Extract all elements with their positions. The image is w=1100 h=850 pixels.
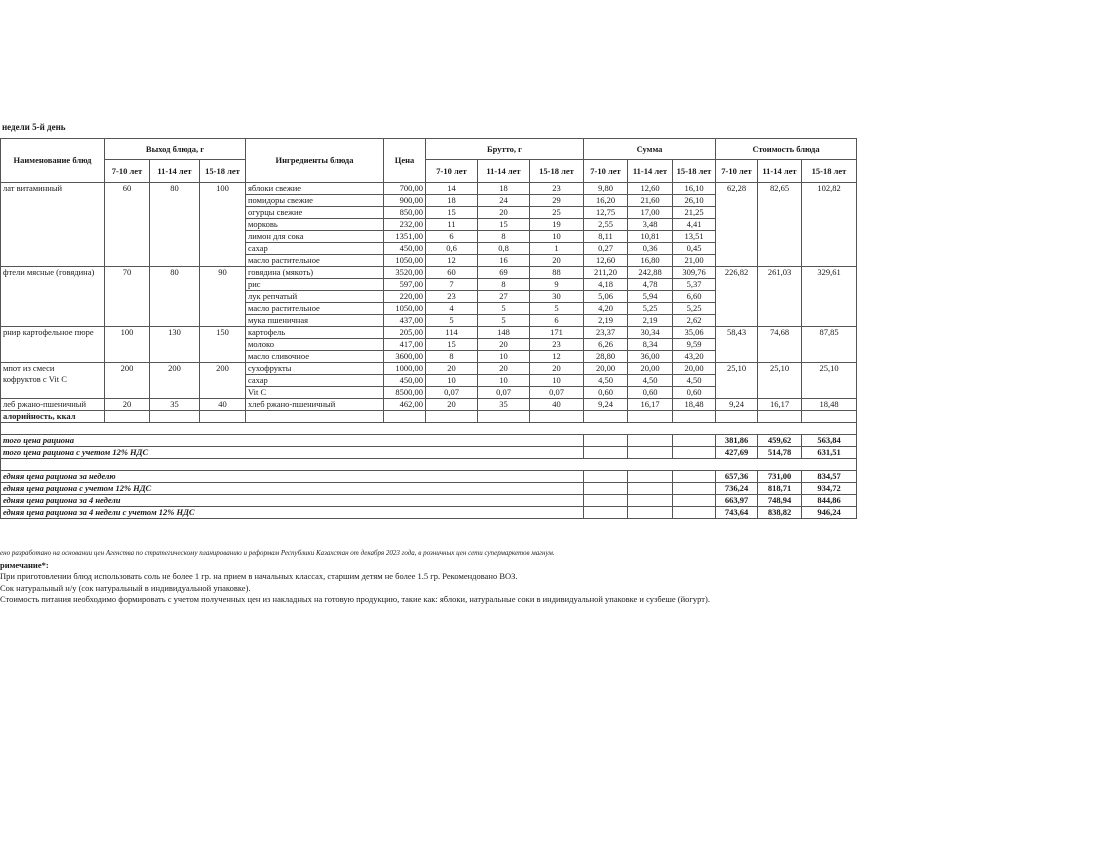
header-row (1, 139, 857, 160)
cell: 15-18 лет (530, 160, 584, 183)
cell: 0,8 (478, 243, 530, 255)
cell: 427,69 (716, 447, 758, 459)
dish-name-line: фтели мясные (говядина) (3, 267, 95, 277)
cell: 0,27 (584, 243, 628, 255)
cell: 834,57 (802, 471, 857, 483)
cell: 5 (530, 303, 584, 315)
cell: 29 (530, 195, 584, 207)
spacer (1, 459, 857, 471)
cell: 130 (150, 327, 200, 363)
cell (628, 495, 673, 507)
cell: говядина (мякоть) (246, 267, 384, 279)
note-heading: римечание*: (0, 559, 49, 570)
cell: 462,00 (384, 399, 426, 411)
summary-label: едняя цена рациона за неделю (1, 471, 584, 483)
cell (584, 495, 628, 507)
calorie-row (1, 411, 857, 423)
cell: Выход блюда, г (105, 139, 246, 160)
cell: 12,75 (584, 207, 628, 219)
cell: 450,00 (384, 375, 426, 387)
cell: 27 (478, 291, 530, 303)
cell (384, 411, 426, 423)
dish-name-line: мпот из смеси (3, 363, 55, 373)
cell (584, 483, 628, 495)
dish-name-line: лат витаминный (3, 183, 63, 193)
cell: 4 (426, 303, 478, 315)
dish-name (1, 327, 105, 363)
cell: 88 (530, 267, 584, 279)
cell (673, 483, 716, 495)
cell: 700,00 (384, 183, 426, 195)
table-row (1, 363, 857, 375)
cell (105, 411, 150, 423)
cell: 25,10 (802, 363, 857, 399)
cell (673, 411, 716, 423)
cell (628, 483, 673, 495)
cell: 70 (105, 267, 150, 327)
cell (246, 411, 384, 423)
cell (673, 447, 716, 459)
cell: 663,97 (716, 495, 758, 507)
cell: огурцы свежие (246, 207, 384, 219)
cell: 242,88 (628, 267, 673, 279)
cell (530, 411, 584, 423)
cell: 0,36 (628, 243, 673, 255)
cell: 25 (530, 207, 584, 219)
cell: 3600,00 (384, 351, 426, 363)
header-row (1, 160, 857, 183)
cell: 16 (478, 255, 530, 267)
cell: 148 (478, 327, 530, 339)
cell: Vit C (246, 387, 384, 399)
cell: 5,94 (628, 291, 673, 303)
table-row (1, 327, 857, 339)
cell (628, 507, 673, 519)
cell: 35,06 (673, 327, 716, 339)
cell: морковь (246, 219, 384, 231)
cell: 12 (426, 255, 478, 267)
cell: масло растительное (246, 303, 384, 315)
cell: 23 (530, 183, 584, 195)
cell: 100 (105, 327, 150, 363)
cell: 731,00 (758, 471, 802, 483)
dish-name (1, 363, 105, 399)
cell: 232,00 (384, 219, 426, 231)
cell (200, 411, 246, 423)
cell: 8 (478, 231, 530, 243)
cell: 16,17 (758, 399, 802, 411)
cell: 7 (426, 279, 478, 291)
cell: 16,80 (628, 255, 673, 267)
cell: 10 (530, 231, 584, 243)
cell: 13,51 (673, 231, 716, 243)
cell: 5 (426, 315, 478, 327)
cell: 5,37 (673, 279, 716, 291)
cell: 62,28 (716, 183, 758, 267)
cell: 23 (530, 339, 584, 351)
cell: 9 (530, 279, 584, 291)
dish-name (1, 267, 105, 327)
cell: 24 (478, 195, 530, 207)
cell: 563,84 (802, 435, 857, 447)
cell (584, 411, 628, 423)
cell: масло сливочное (246, 351, 384, 363)
cell: 8,34 (628, 339, 673, 351)
cell: 9,24 (584, 399, 628, 411)
dish-name (1, 183, 105, 267)
cell: 102,82 (802, 183, 857, 267)
cell: 35 (478, 399, 530, 411)
cell: 200 (200, 363, 246, 399)
cell: 0,60 (673, 387, 716, 399)
cell: 16,20 (584, 195, 628, 207)
cell (478, 411, 530, 423)
cell: 1 (530, 243, 584, 255)
cell: 211,20 (584, 267, 628, 279)
cell: 0,07 (478, 387, 530, 399)
cell (584, 507, 628, 519)
cell: 26,10 (673, 195, 716, 207)
cell: 20 (105, 399, 150, 411)
cell: 2,62 (673, 315, 716, 327)
cell: 329,61 (802, 267, 857, 327)
cell: 30 (530, 291, 584, 303)
dish-name-line: рнир картофельное пюре (3, 327, 94, 337)
cell: 20 (426, 363, 478, 375)
cell: 14 (426, 183, 478, 195)
cell: 743,64 (716, 507, 758, 519)
cell: 10 (478, 351, 530, 363)
cell: 28,80 (584, 351, 628, 363)
table-row (1, 267, 857, 279)
cell: 0,6 (426, 243, 478, 255)
cell: яблоки свежие (246, 183, 384, 195)
cell: 10,81 (628, 231, 673, 243)
cell: 6,60 (673, 291, 716, 303)
cell: 18,48 (802, 399, 857, 411)
cell (584, 447, 628, 459)
cell: 4,50 (673, 375, 716, 387)
cell: 23 (426, 291, 478, 303)
cell: 21,25 (673, 207, 716, 219)
cell: 10 (426, 375, 478, 387)
cell (716, 411, 758, 423)
cell: 69 (478, 267, 530, 279)
notes (0, 548, 710, 606)
cell: 437,00 (384, 315, 426, 327)
cell: 946,24 (802, 507, 857, 519)
cell: 417,00 (384, 339, 426, 351)
summary-label: едняя цена рациона за 4 недели (1, 495, 584, 507)
cell: 20,00 (628, 363, 673, 375)
cell: 15 (426, 339, 478, 351)
cell: 5,06 (584, 291, 628, 303)
cell: 80 (150, 183, 200, 267)
cell: 0,45 (673, 243, 716, 255)
cell: 844,86 (802, 495, 857, 507)
cell: 818,71 (758, 483, 802, 495)
cell: 838,82 (758, 507, 802, 519)
cell: 25,10 (716, 363, 758, 399)
summary-row (1, 495, 857, 507)
cell: 736,24 (716, 483, 758, 495)
cell: 2,19 (628, 315, 673, 327)
cell: 4,20 (584, 303, 628, 315)
cell: 20,00 (673, 363, 716, 375)
cell (150, 411, 200, 423)
cell (628, 471, 673, 483)
cell: 6,26 (584, 339, 628, 351)
cell: сухофрукты (246, 363, 384, 375)
cell: 15 (478, 219, 530, 231)
cell: 1050,00 (384, 255, 426, 267)
cell (628, 447, 673, 459)
cell: 1351,00 (384, 231, 426, 243)
summary-label: едняя цена рациона с учетом 12% НДС (1, 483, 584, 495)
cell: 4,78 (628, 279, 673, 291)
cell: 43,20 (673, 351, 716, 363)
cell: 220,00 (384, 291, 426, 303)
cell: 8500,00 (384, 387, 426, 399)
cell: 20,00 (584, 363, 628, 375)
summary-label: того цена рациона с учетом 12% НДС (1, 447, 584, 459)
summary-label: едняя цена рациона за 4 недели с учетом 12% НДС (1, 507, 584, 519)
cell: 58,43 (716, 327, 758, 363)
cell: 12 (530, 351, 584, 363)
cell: Сумма (584, 139, 716, 160)
cell: 5 (478, 303, 530, 315)
cell: 87,85 (802, 327, 857, 363)
cell (673, 495, 716, 507)
cell: 25,10 (758, 363, 802, 399)
spacer (1, 423, 857, 435)
cell: 10 (530, 375, 584, 387)
cell: 205,00 (384, 327, 426, 339)
cell: 0,07 (426, 387, 478, 399)
cell: Наименование блюд (1, 139, 105, 183)
cell: 18,48 (673, 399, 716, 411)
cell: 35 (150, 399, 200, 411)
cell: 0,60 (628, 387, 673, 399)
cell: 200 (150, 363, 200, 399)
dish-name (1, 399, 105, 411)
cell (584, 471, 628, 483)
cell: 459,62 (758, 435, 802, 447)
cell: алорийность, ккал (1, 411, 105, 423)
cell: 514,78 (758, 447, 802, 459)
cell: 18 (426, 195, 478, 207)
cell: 200 (105, 363, 150, 399)
cell: 657,36 (716, 471, 758, 483)
cell: 36,00 (628, 351, 673, 363)
summary-row (1, 435, 857, 447)
cell: 748,94 (758, 495, 802, 507)
cell: Стоимость блюда (716, 139, 857, 160)
cell: 309,76 (673, 267, 716, 279)
cell: сахар (246, 243, 384, 255)
cell: 4,18 (584, 279, 628, 291)
cell: 8,11 (584, 231, 628, 243)
cell: 11-14 лет (758, 160, 802, 183)
cell: 17,00 (628, 207, 673, 219)
cell: 2,19 (584, 315, 628, 327)
cell: 9,59 (673, 339, 716, 351)
cell: 15-18 лет (200, 160, 246, 183)
cell: 4,41 (673, 219, 716, 231)
cell (628, 411, 673, 423)
cell: 226,82 (716, 267, 758, 327)
cell: 0,60 (584, 387, 628, 399)
cell: 80 (150, 267, 200, 327)
menu-table (0, 138, 857, 519)
cell: 82,65 (758, 183, 802, 267)
spacer-row (1, 423, 857, 435)
cell: 5 (478, 315, 530, 327)
dish-name-line: кофруктов с Vit C (3, 374, 67, 384)
cell: 21,60 (628, 195, 673, 207)
cell: 40 (200, 399, 246, 411)
cell: 100 (200, 183, 246, 267)
cell: сахар (246, 375, 384, 387)
cell: 20 (478, 339, 530, 351)
table-row (1, 399, 857, 411)
cell: хлеб ржано-пшеничный (246, 399, 384, 411)
summary-row (1, 471, 857, 483)
cell: 5,25 (628, 303, 673, 315)
cell: 3,48 (628, 219, 673, 231)
cell (628, 435, 673, 447)
cell: 5,25 (673, 303, 716, 315)
cell: 12,60 (628, 183, 673, 195)
cell: 450,00 (384, 243, 426, 255)
cell: рис (246, 279, 384, 291)
cell: 11 (426, 219, 478, 231)
cell: 16,17 (628, 399, 673, 411)
cell: 7-10 лет (105, 160, 150, 183)
cell: 631,51 (802, 447, 857, 459)
summary-row (1, 507, 857, 519)
cell: 9,24 (716, 399, 758, 411)
cell: 16,10 (673, 183, 716, 195)
cell (673, 507, 716, 519)
cell: 4,50 (628, 375, 673, 387)
cell: 261,03 (758, 267, 802, 327)
cell: 6 (426, 231, 478, 243)
cell: 0,07 (530, 387, 584, 399)
cell: Ингредиенты блюда (246, 139, 384, 183)
cell: 7-10 лет (584, 160, 628, 183)
table-row (1, 183, 857, 195)
cell (584, 435, 628, 447)
cell: 934,72 (802, 483, 857, 495)
cell: Цена (384, 139, 426, 183)
cell (758, 411, 802, 423)
cell: 20 (426, 399, 478, 411)
cell: 21,00 (673, 255, 716, 267)
cell: 3520,00 (384, 267, 426, 279)
cell: помидоры свежие (246, 195, 384, 207)
cell (802, 411, 857, 423)
summary-label: того цена рациона (1, 435, 584, 447)
cell: 900,00 (384, 195, 426, 207)
cell: 12,60 (584, 255, 628, 267)
cell: 1050,00 (384, 303, 426, 315)
cell: 15-18 лет (802, 160, 857, 183)
cell: 9,80 (584, 183, 628, 195)
cell: 11-14 лет (150, 160, 200, 183)
summary-row (1, 447, 857, 459)
cell: 20 (530, 363, 584, 375)
note-cost: Стоимость питания необходимо формировать с учетом полученных цен из накладных на готовую продукцию, такие как: яблоки, натуральные соки в индивидуальной упаковке и сузбеше (йогурт). (0, 594, 710, 605)
dish-name-line: леб ржано-пшеничный (3, 399, 87, 409)
cell: 8 (478, 279, 530, 291)
cell: 7-10 лет (426, 160, 478, 183)
cell: 10 (478, 375, 530, 387)
spacer-row (1, 459, 857, 471)
cell: 15-18 лет (673, 160, 716, 183)
cell: 2,55 (584, 219, 628, 231)
cell: Брутто, г (426, 139, 584, 160)
cell: лимон для сока (246, 231, 384, 243)
cell: 381,86 (716, 435, 758, 447)
cell: 23,37 (584, 327, 628, 339)
cell: 30,34 (628, 327, 673, 339)
cell: 150 (200, 327, 246, 363)
page-title: недели 5-й день (2, 122, 66, 132)
cell: 7-10 лет (716, 160, 758, 183)
cell: 850,00 (384, 207, 426, 219)
cell (426, 411, 478, 423)
cell: 11-14 лет (478, 160, 530, 183)
cell: 74,68 (758, 327, 802, 363)
cell: 20 (478, 207, 530, 219)
cell: лук репчатый (246, 291, 384, 303)
cell: масло растительное (246, 255, 384, 267)
cell: 60 (426, 267, 478, 279)
cell (673, 471, 716, 483)
cell: 90 (200, 267, 246, 327)
cell: 597,00 (384, 279, 426, 291)
cell: 19 (530, 219, 584, 231)
cell: картофель (246, 327, 384, 339)
cell: 20 (530, 255, 584, 267)
cell: 18 (478, 183, 530, 195)
cell: мука пшеничная (246, 315, 384, 327)
cell: молоко (246, 339, 384, 351)
summary-row (1, 483, 857, 495)
cell: 1000,00 (384, 363, 426, 375)
cell: 6 (530, 315, 584, 327)
cell: 40 (530, 399, 584, 411)
cell: 171 (530, 327, 584, 339)
cell: 15 (426, 207, 478, 219)
cell (673, 435, 716, 447)
cell: 8 (426, 351, 478, 363)
note-salt: При приготовлении блюд использовать соль не более 1 гр. на прием в начальных классах, старшим детям не более 1.5 гр. Рекомендовано ВОЗ. (0, 571, 518, 582)
cell: 11-14 лет (628, 160, 673, 183)
cell: 114 (426, 327, 478, 339)
cell: 60 (105, 183, 150, 267)
cell: 20 (478, 363, 530, 375)
note-source: ено разработано на основании цен Агенства по стратегическому планированию и реформам Республики Казахстан от декабря 2023 года, в розничных цен сети супермаркетов магнум. (0, 549, 555, 557)
note-juice: Сок натуральный н/у (сок натуральный в индивидуальной упаковке). (0, 582, 251, 593)
cell: 4,50 (584, 375, 628, 387)
